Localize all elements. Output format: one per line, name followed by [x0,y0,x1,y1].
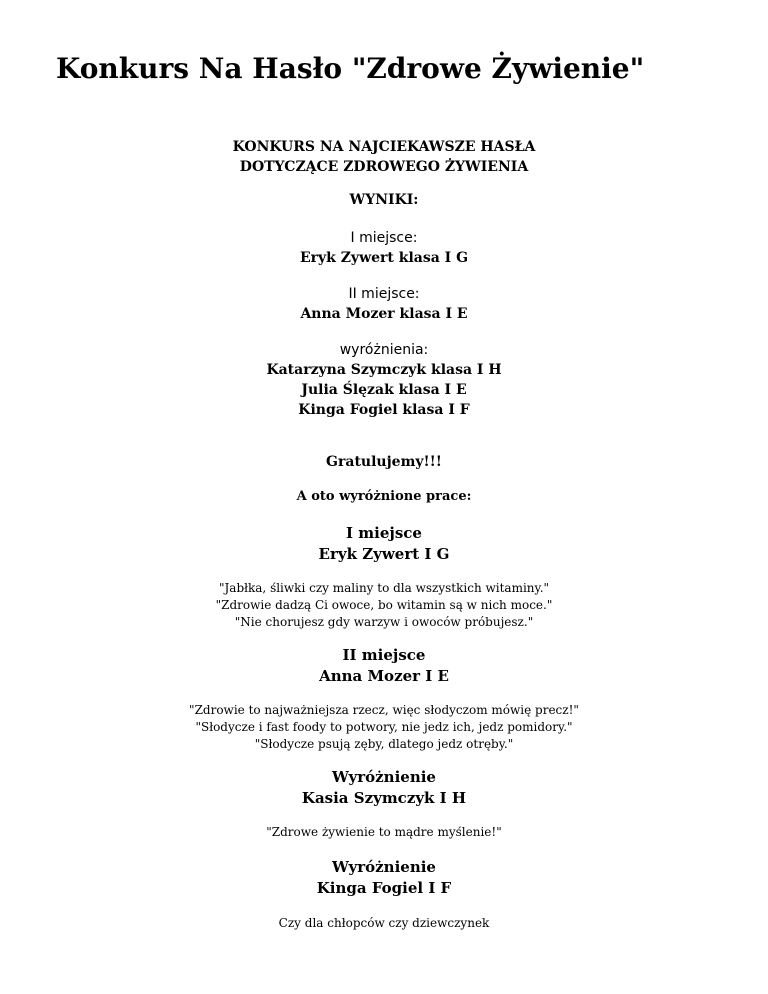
work-line: "Zdrowie to najważniejsza rzecz, więc słodyczom mówię precz!" [189,703,579,717]
first-place-label: I miejsce: [350,230,418,246]
work-place: Wyróżnienie [332,858,436,876]
second-place-name: Anna Mozer klasa I E [300,306,468,322]
work-line: "Zdrowie dadzą Ci owoce, bo witamin są w nich moce." [215,598,553,612]
first-place-block [0,228,768,268]
work-text [0,580,768,631]
congratulations: Gratulujemy!!! [326,454,442,470]
work-text [0,915,768,932]
work-line: "Nie chorujesz gdy warzyw i owoców próbujesz." [234,615,534,629]
work-place: I miejsce [346,524,422,542]
first-place-name: Eryk Zywert klasa I G [299,250,469,266]
work-line: "Słodycze i fast foody to potwory, nie jedz ich, jedz pomidory." [195,720,573,734]
distinction-name: Katarzyna Szymczyk klasa I H [266,362,502,378]
work-place: II miejsce [342,646,426,664]
second-place-block [0,284,768,324]
work-heading [0,857,768,899]
contest-header [0,137,768,177]
work-author: Anna Mozer I E [319,667,449,685]
work-text [0,824,768,841]
work-line: Czy dla chłopców czy dziewczynek [278,916,490,930]
work-heading [0,645,768,687]
contest-header-line: DOTYCZĄCE ZDROWEGO ŻYWIENIA [239,159,529,175]
distinction-name: Kinga Fogiel klasa I F [298,402,470,418]
work-line: "Jabłka, śliwki czy maliny to dla wszystkich witaminy." [218,581,550,595]
work-line: "Zdrowe żywienie to mądre myślenie!" [266,825,502,839]
work-author: Eryk Zywert I G [318,545,450,563]
distinctions-block [0,340,768,420]
page-title: Konkurs Na Hasło "Zdrowe Żywienie" [56,52,645,85]
second-place-label: II miejsce: [348,286,420,302]
work-author: Kinga Fogiel I F [316,879,452,897]
contest-header-line: KONKURS NA NAJCIEKAWSZE HASŁA [232,139,536,155]
results-heading: WYNIKI: [349,192,419,208]
work-line: "Słodycze psują zęby, dlatego jedz otręby." [254,737,514,751]
distinction-name: Julia Ślęzak klasa I E [301,382,467,398]
work-place: Wyróżnienie [332,768,436,786]
work-text [0,702,768,753]
work-heading [0,767,768,809]
distinctions-label: wyróżnienia: [339,342,429,358]
work-author: Kasia Szymczyk I H [301,789,467,807]
works-intro: A oto wyróżnione prace: [296,489,472,504]
work-heading [0,523,768,565]
